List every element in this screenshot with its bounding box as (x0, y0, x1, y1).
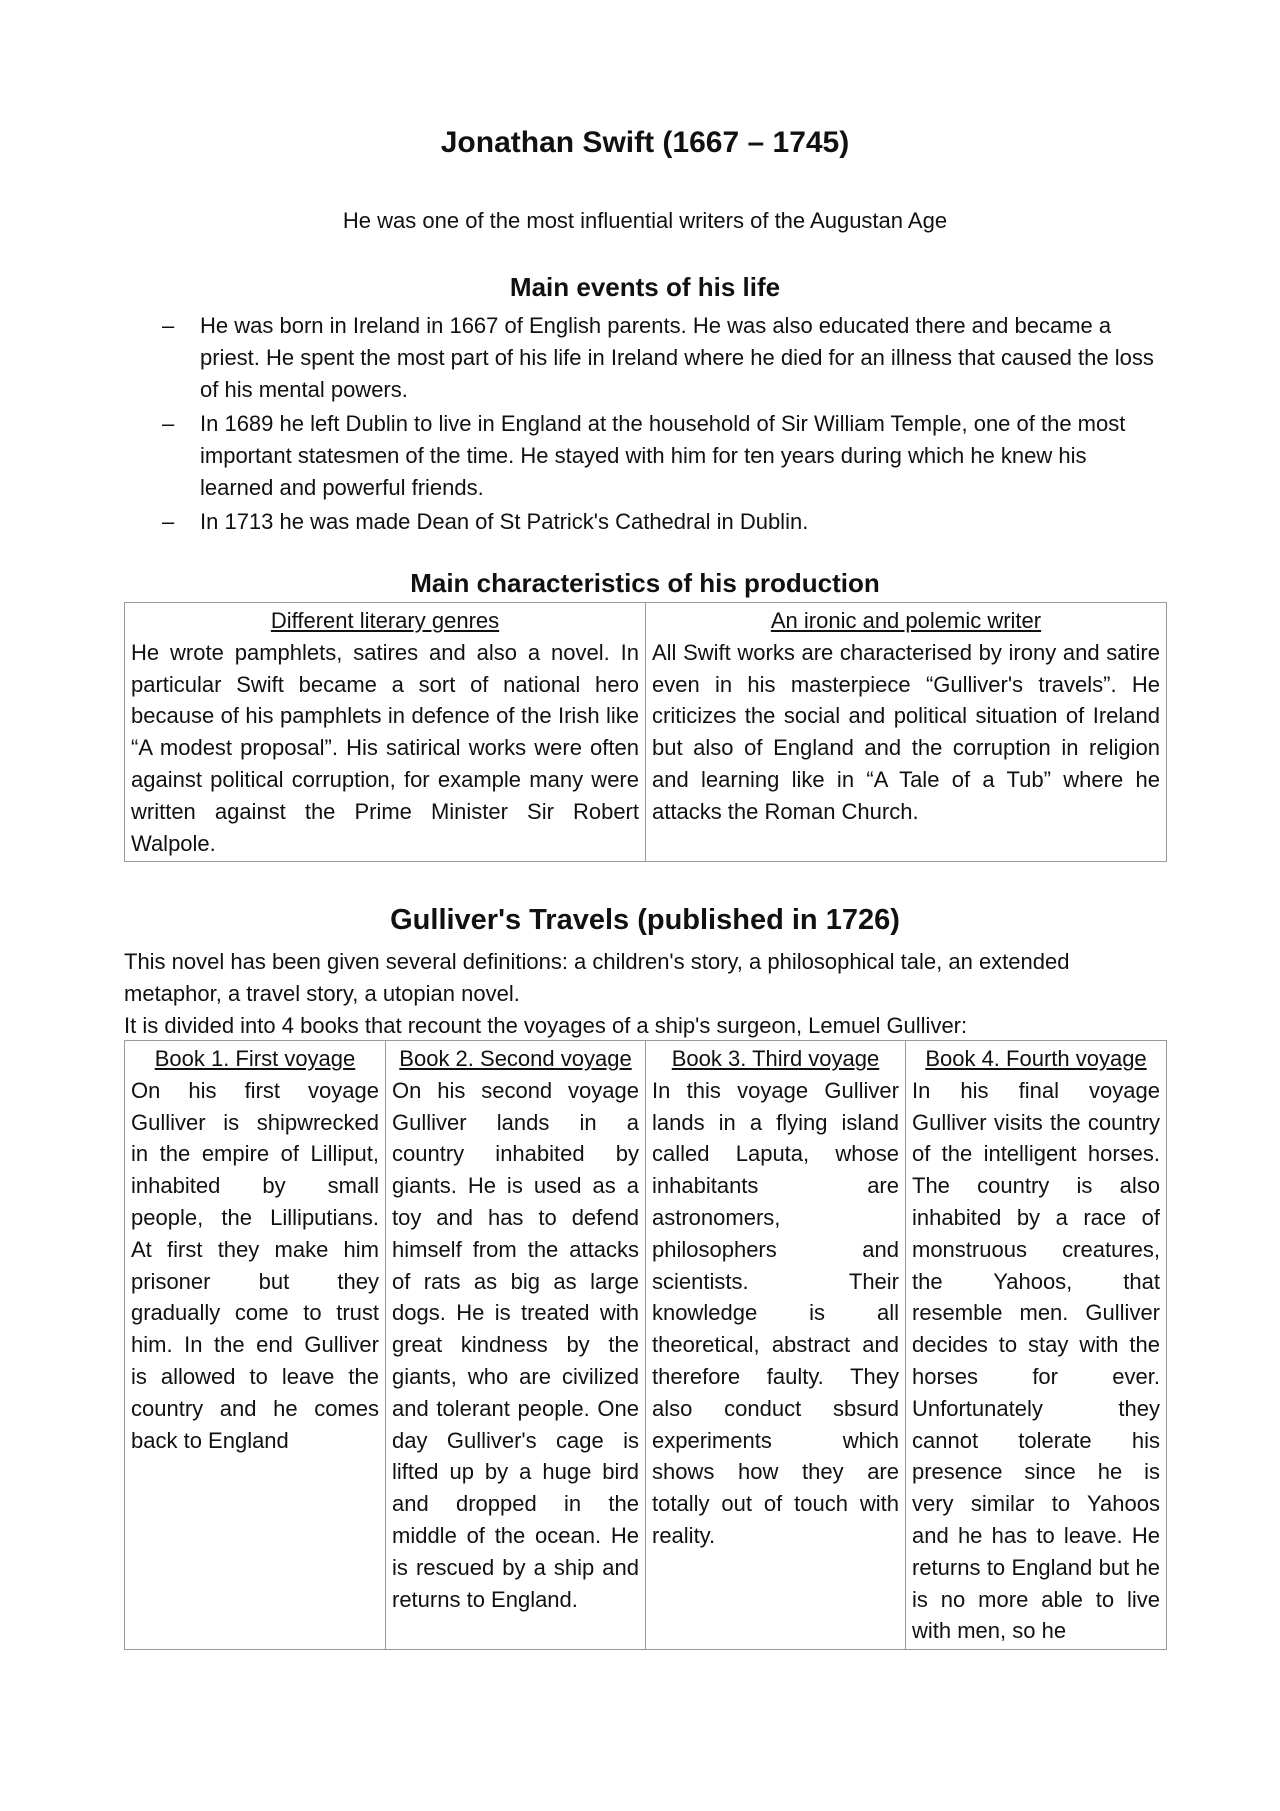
production-table (124, 602, 1167, 862)
column-header: Book 4. Fourth voyage (925, 1046, 1147, 1071)
dash-bullet: – (162, 313, 175, 338)
intro-paragraph: It is divided into 4 books that recount the voyages of a ship's surgeon, Lemuel Gulliver: (124, 1013, 968, 1038)
gulliver-intro (124, 946, 1166, 1042)
intro-paragraph: This novel has been given several definitions: a children's story, a philosophical tale, an extended metaphor, a travel story, a utopian novel. (124, 949, 1070, 1006)
book-cell-4 (906, 1041, 1167, 1650)
column-header: Book 2. Second voyage (399, 1046, 632, 1071)
life-events-list (124, 310, 1166, 540)
list-item (124, 506, 1166, 538)
list-item-text: In 1713 he was made Dean of St Patrick's Cathedral in Dublin. (200, 509, 809, 534)
book-cell-3 (646, 1041, 906, 1650)
dash-bullet: – (162, 411, 175, 436)
column-header: An ironic and polemic writer (770, 608, 1042, 633)
column-header: Different literary genres (270, 608, 500, 633)
book-cell-2 (386, 1041, 646, 1650)
column-header: Book 1. First voyage (154, 1046, 356, 1071)
page-title: Jonathan Swift (1667 – 1745) (440, 126, 850, 159)
gulliver-heading: Gulliver's Travels (published in 1726) (390, 904, 900, 936)
production-heading: Main characteristics of his production (410, 568, 880, 598)
books-table (124, 1040, 1167, 1650)
cell-text: He wrote pamphlets, satires and also a novel. In particular Swift became a sort of national hero because of his pamphlets in defence of the Irish like “A modest proposal”. His satirical works were often against political corruption, for example many were written against the Prime Minister Sir Robert Walpole. (131, 639, 639, 856)
cell-text: In his final voyage Gulliver visits the country of the intelligent horses. The country is also inhabited by a race of monstruous creatures, the Yahoos, that resemble men. Gulliver decides to stay with the horses for ever. Unfortunately they cannot tolerate his presence since he is very similar to Yahoos and he has to leave. He returns to England but he is no more able to live with men, so he (912, 1077, 1160, 1644)
cell-text: All Swift works are characterised by irony and satire even in his masterpiece “Gulliver's travels”. He criticizes the social and political situation of Ireland but also of England and the corruption in religion and learning like in “A Tale of a Tub” where he attacks the Roman Church. (652, 639, 1160, 824)
book-cell-1 (125, 1041, 386, 1650)
column-header: Book 3. Third voyage (671, 1046, 880, 1071)
cell-text: On his second voyage Gulliver lands in a country inhabited by giants. He is used as a toy and has to defend himself from the attacks of rats as big as large dogs. He is treated with great kindness by the giants, who are civilized and tolerant people. One day Gulliver's cage is lifted up by a huge bird and dropped in the middle of the ocean. He is rescued by a ship and returns to England. (392, 1077, 639, 1612)
production-cell-genres (125, 603, 646, 862)
cell-text: On his first voyage Gulliver is shipwrecked in the empire of Lilliput, inhabited by small people, the Lilliputians. At first they make him prisoner but they gradually come to trust him. In the end Gulliver is allowed to leave the country and he comes back to England (131, 1077, 379, 1453)
list-item (124, 408, 1166, 504)
cell-text: In this voyage Gulliver lands in a flying island called Laputa, whose inhabitants are astronomers, philosophers and scientists. Their knowledge is all theoretical, abstract and therefore faulty. They also conduct sbsurd experiments which shows how they are totally out of touch with reality. (652, 1077, 899, 1548)
list-item (124, 310, 1166, 406)
page-subtitle: He was one of the most influential writers of the Augustan Age (342, 208, 948, 233)
dash-bullet: – (162, 509, 175, 534)
list-item-text: He was born in Ireland in 1667 of English parents. He was also educated there and became a priest. He spent the most part of his life in Ireland where he died for an illness that caused the loss of his mental powers. (200, 313, 1154, 402)
life-heading: Main events of his life (509, 272, 781, 302)
production-cell-ironic (646, 603, 1167, 862)
list-item-text: In 1689 he left Dublin to live in England at the household of Sir William Temple, one of the most important statesmen of the time. He stayed with him for ten years during which he knew his learned and powerful friends. (200, 411, 1126, 500)
